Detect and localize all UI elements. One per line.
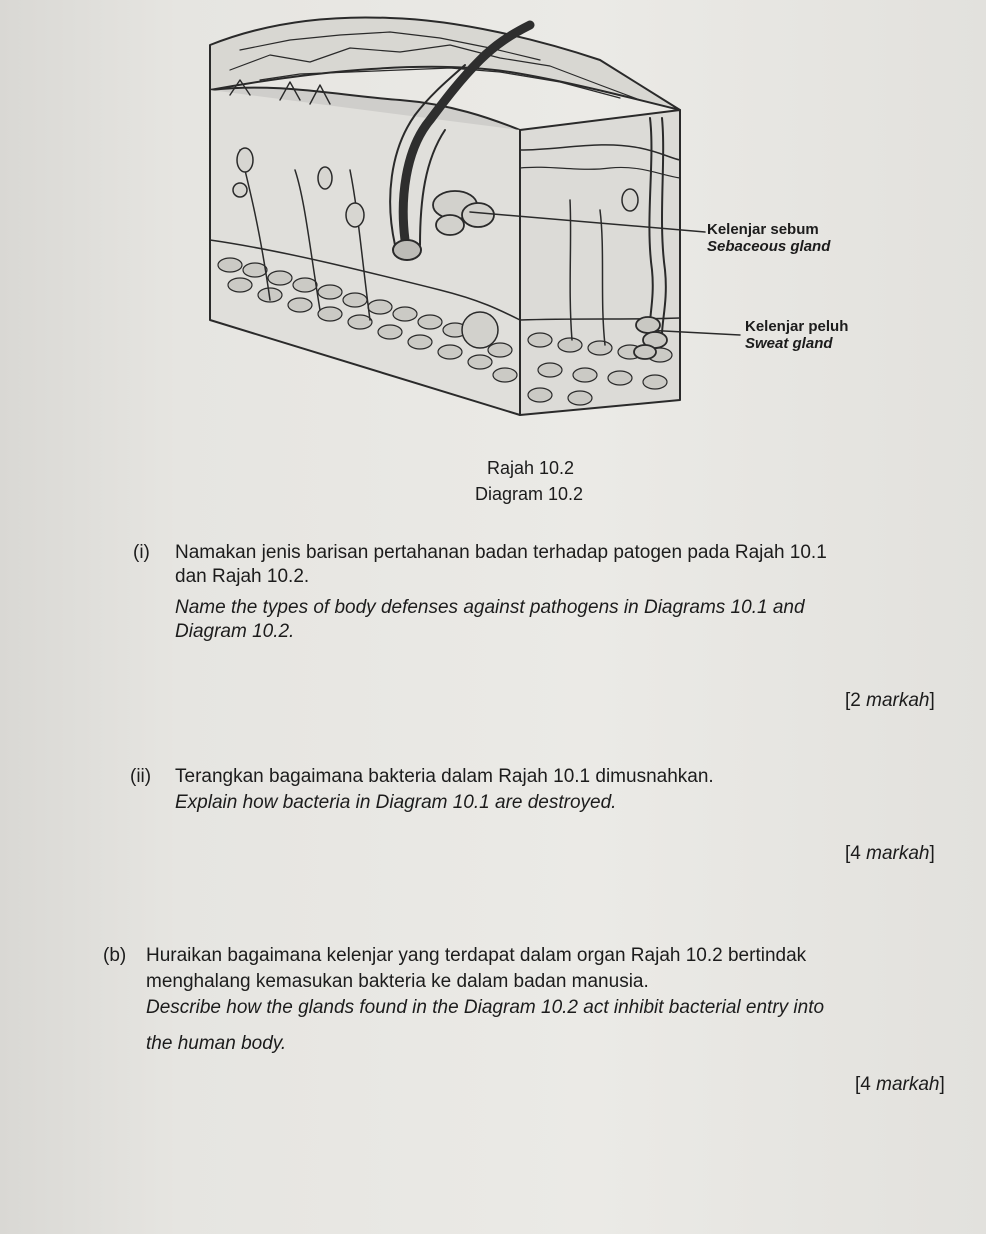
skin-cross-section-diagram [200,0,900,430]
question-i-ms-line2: dan Rajah 10.2. [175,566,310,587]
question-i-en-line1: Name the types of body defenses against pathogens in Diagrams 10.1 and [175,597,805,618]
question-ii-number: (ii) [130,766,152,787]
question-i-marks: [2 markah] [845,690,935,711]
question-b-ms-line2: menghalang kemasukan bakteria ke dalam badan manusia. [146,971,649,992]
question-i-number: (i) [133,542,150,563]
question-ii-marks: [4 markah] [845,843,935,864]
question-b-number: (b) [103,945,127,966]
question-b-en-line1: Describe how the glands found in the Diagram 10.2 act inhibit bacterial entry into [146,997,825,1018]
label-sweat-gland-ms: Kelenjar peluh [745,318,849,335]
question-i-en-line2: Diagram 10.2. [175,621,295,642]
question-b-marks: [4 markah] [855,1074,945,1095]
label-sweat-gland-en: Sweat gland [745,335,833,352]
label-sebaceous-gland-en: Sebaceous gland [707,238,831,255]
label-sebaceous-gland-ms: Kelenjar sebum [707,221,819,238]
question-b-ms-line1: Huraikan bagaimana kelenjar yang terdapat dalam organ Rajah 10.2 bertindak [146,945,807,966]
diagram-caption-en: Diagram 10.2 [475,484,584,504]
question-i-ms-line1: Namakan jenis barisan pertahanan badan terhadap patogen pada Rajah 10.1 [175,542,827,563]
question-ii-en-line1: Explain how bacteria in Diagram 10.1 are destroyed. [175,792,617,813]
diagram-caption-ms: Rajah 10.2 [487,458,575,478]
question-ii-ms-line1: Terangkan bagaimana bakteria dalam Rajah 10.1 dimusnahkan. [175,766,714,787]
question-b-en-line2: the human body. [146,1033,287,1054]
